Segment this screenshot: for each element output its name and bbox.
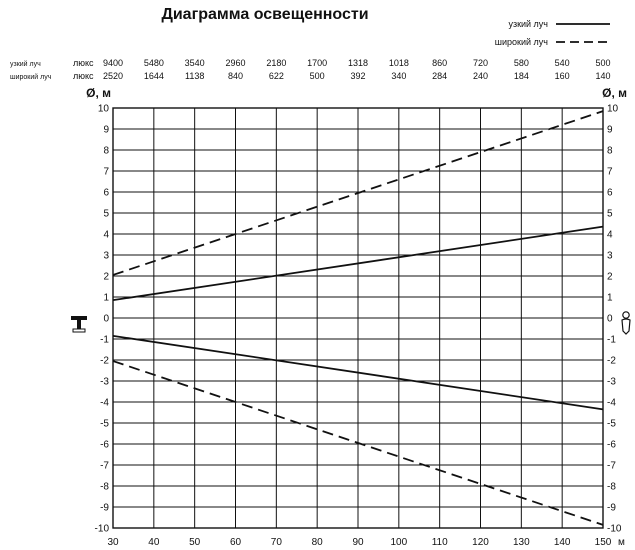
y-tick-label-right: -9 (607, 502, 616, 514)
y-tick-label-left: 8 (103, 145, 109, 157)
lux-row-name: широкий луч (10, 74, 52, 81)
y-tick-label-left: -3 (100, 376, 109, 388)
lux-value: 140 (595, 71, 611, 81)
y-tick-label-right: -6 (607, 439, 616, 451)
lux-value: 284 (432, 71, 448, 81)
legend-label: узкий луч (508, 19, 548, 29)
person-icon-head (623, 312, 629, 318)
person-icon-body (622, 319, 630, 334)
y-tick-label-left: 0 (103, 313, 109, 325)
y-tick-label-left: 3 (103, 250, 109, 262)
lux-value: 3540 (184, 58, 205, 68)
lamp-icon (71, 316, 87, 332)
person-icon (622, 312, 630, 334)
y-tick-label-right: -8 (607, 481, 616, 493)
lux-value: 9400 (102, 58, 124, 68)
x-tick-label: 140 (553, 537, 571, 548)
lamp-icon-top (71, 316, 87, 320)
x-tick-label: 130 (512, 537, 530, 548)
lux-value: 1318 (347, 58, 369, 68)
lux-value: 860 (432, 58, 448, 68)
lux-value: 1644 (143, 71, 164, 81)
x-tick-label: 70 (270, 537, 282, 548)
y-tick-label-left: -10 (94, 523, 109, 535)
lux-value: 1018 (388, 58, 409, 68)
x-tick-label: 40 (148, 537, 160, 548)
x-tick-label: 150 (594, 537, 612, 548)
legend (495, 19, 610, 47)
lux-value: 184 (513, 71, 529, 81)
lux-row-unit: люкс (73, 58, 94, 68)
y-tick-label-left: 7 (103, 166, 109, 178)
y-tick-label-left: -4 (100, 397, 109, 409)
y-tick-label-right: 0 (607, 313, 613, 325)
x-tick-label: 80 (311, 537, 323, 548)
x-tick-label: 30 (107, 537, 119, 548)
y-tick-label-right: 7 (607, 166, 613, 178)
lux-value: 2960 (225, 58, 246, 68)
y-tick-label-right: 1 (607, 292, 613, 304)
y-axis-label-right: Ø, м (602, 86, 627, 100)
lux-table (10, 58, 611, 81)
y-tick-label-left: -6 (100, 439, 109, 451)
y-tick-label-right: 3 (607, 250, 613, 262)
y-tick-label-left: 5 (103, 208, 109, 220)
x-tick-label: 50 (189, 537, 201, 548)
lux-value: 392 (350, 71, 366, 81)
y-tick-label-left: -9 (100, 502, 109, 514)
lux-value: 500 (309, 71, 325, 81)
y-tick-label-right: -4 (607, 397, 616, 409)
y-tick-label-left: 10 (97, 103, 109, 115)
lux-value: 580 (513, 58, 529, 68)
y-tick-label-right: 9 (607, 124, 613, 136)
chart-title: Диаграмма освещенности (161, 6, 369, 23)
axes (86, 86, 627, 548)
x-tick-label: 100 (390, 537, 408, 548)
lamp-icon-base (73, 329, 85, 332)
y-tick-label-right: 2 (607, 271, 613, 283)
x-tick-label: 60 (229, 537, 242, 548)
y-tick-label-right: -3 (607, 376, 616, 388)
lux-value: 622 (268, 71, 284, 81)
y-tick-label-left: 2 (103, 271, 109, 283)
y-tick-label-right: -2 (607, 355, 616, 367)
lux-value: 240 (472, 71, 489, 81)
grid (113, 108, 603, 528)
lux-value: 840 (227, 71, 244, 81)
y-tick-label-right: 6 (607, 187, 613, 199)
y-tick-label-right: -5 (607, 418, 616, 430)
y-tick-label-left: -8 (100, 481, 109, 493)
lux-value: 2180 (266, 58, 287, 68)
lux-value: 340 (391, 71, 407, 81)
y-tick-label-right: 10 (607, 103, 619, 115)
lux-value: 1700 (307, 58, 328, 68)
lux-row-unit: люкс (73, 71, 94, 81)
y-tick-label-right: -1 (607, 334, 616, 346)
x-tick-label: 120 (472, 537, 489, 548)
lux-value: 160 (554, 71, 570, 81)
lux-value: 5480 (143, 58, 164, 68)
lux-value: 540 (554, 58, 570, 68)
legend-label: широкий луч (494, 37, 548, 47)
icons (71, 312, 630, 334)
y-tick-label-left: 6 (103, 187, 109, 199)
y-tick-label-right: 8 (607, 145, 613, 157)
y-tick-label-right: 4 (607, 229, 613, 241)
lux-value: 500 (595, 58, 611, 68)
lamp-icon-stem (77, 320, 81, 329)
y-tick-label-left: -1 (100, 334, 109, 346)
x-tick-label: 110 (431, 537, 448, 548)
x-unit-label: м (618, 537, 625, 548)
y-tick-label-right: -10 (607, 523, 622, 535)
y-tick-label-left: -7 (100, 460, 109, 472)
x-tick-label: 90 (352, 537, 364, 548)
y-tick-label-left: 4 (103, 229, 109, 241)
y-tick-label-left: -2 (100, 355, 109, 367)
y-tick-label-right: -7 (607, 460, 616, 472)
lux-value: 2520 (102, 71, 124, 81)
lux-value: 720 (472, 58, 489, 68)
y-axis-label-left: Ø, м (86, 86, 111, 100)
lux-value: 1138 (184, 71, 205, 81)
y-tick-label-left: -5 (100, 418, 109, 430)
y-tick-label-left: 1 (103, 292, 109, 304)
y-tick-label-right: 5 (607, 208, 613, 220)
y-tick-label-left: 9 (103, 124, 109, 136)
lux-row-name: узкий луч (10, 61, 41, 68)
